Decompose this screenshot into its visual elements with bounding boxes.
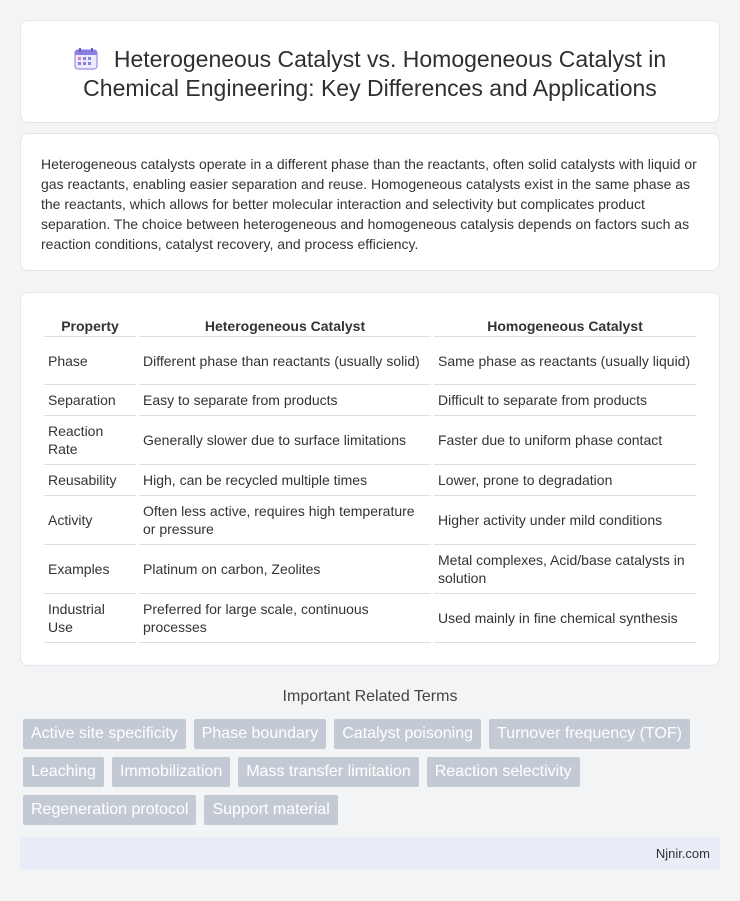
table-cell-property: Activity [44, 496, 136, 545]
column-header: Property [44, 316, 136, 337]
related-terms-heading: Important Related Terms [282, 688, 458, 705]
page-title [41, 45, 699, 103]
table-cell-heterogeneous: Preferred for large scale, continuous processes [139, 594, 431, 643]
table-cell-homogeneous: Lower, prone to degradation [434, 465, 696, 496]
table-row [44, 385, 696, 416]
related-term-tag[interactable]: Leaching [23, 757, 104, 787]
table-header-row [44, 316, 696, 337]
related-term-tag[interactable]: Mass transfer limitation [238, 757, 419, 787]
related-term-tag[interactable]: Immobilization [112, 757, 230, 787]
column-header: Homogeneous Catalyst [434, 316, 696, 337]
table-cell-heterogeneous: Easy to separate from products [139, 385, 431, 416]
table-cell-property: Reusability [44, 465, 136, 496]
table-cell-heterogeneous: Different phase than reactants (usually solid) [139, 337, 431, 385]
related-term-tag[interactable]: Phase boundary [194, 719, 327, 749]
table-row [44, 465, 696, 496]
table-row [44, 594, 696, 643]
table-cell-homogeneous: Same phase as reactants (usually liquid) [434, 337, 696, 385]
related-term-tag[interactable]: Turnover frequency (TOF) [489, 719, 690, 749]
comparison-table-card [20, 292, 720, 666]
table-cell-property: Phase [44, 337, 136, 385]
table-cell-homogeneous: Higher activity under mild conditions [434, 496, 696, 545]
table-row [44, 416, 696, 465]
intro-paragraph: Heterogeneous catalysts operate in a different phase than the reactants, often solid catalysts with liquid or gas reactants, enabling easier separation and reuse. Homogeneous catalysts exist in the same phase as the reactants, which allows for better molecular interaction and selectivity but complicates product separation. The choice between heterogeneous and homogeneous catalysis depends on factors such as reaction conditions, catalyst recovery, and process efficiency. [41, 156, 697, 252]
related-terms-list [23, 719, 713, 825]
table-cell-property: Examples [44, 545, 136, 594]
table-cell-property: Reaction Rate [44, 416, 136, 465]
table-row [44, 545, 696, 594]
table-cell-property: Industrial Use [44, 594, 136, 643]
page-title-text: Heterogeneous Catalyst vs. Homogeneous Catalyst in Chemical Engineering: Key Differences and Applications [83, 46, 667, 101]
comparison-table [41, 316, 699, 643]
footer [20, 837, 720, 870]
column-header: Heterogeneous Catalyst [139, 316, 431, 337]
table-cell-heterogeneous: Platinum on carbon, Zeolites [139, 545, 431, 594]
related-term-tag[interactable]: Reaction selectivity [427, 757, 580, 787]
table-cell-homogeneous: Faster due to uniform phase contact [434, 416, 696, 465]
calendar-icon [74, 48, 98, 70]
related-term-tag[interactable]: Support material [204, 795, 337, 825]
related-term-tag[interactable]: Catalyst poisoning [334, 719, 481, 749]
table-cell-homogeneous: Difficult to separate from products [434, 385, 696, 416]
table-cell-homogeneous: Used mainly in fine chemical synthesis [434, 594, 696, 643]
table-cell-heterogeneous: Generally slower due to surface limitations [139, 416, 431, 465]
table-cell-property: Separation [44, 385, 136, 416]
table-cell-heterogeneous: Often less active, requires high temperature or pressure [139, 496, 431, 545]
related-term-tag[interactable]: Active site specificity [23, 719, 186, 749]
intro-card [20, 133, 720, 271]
footer-site-link[interactable]: Njnir.com [655, 846, 710, 861]
related-term-tag[interactable]: Regeneration protocol [23, 795, 196, 825]
table-row [44, 337, 696, 385]
table-cell-heterogeneous: High, can be recycled multiple times [139, 465, 431, 496]
title-card [20, 20, 720, 123]
table-cell-homogeneous: Metal complexes, Acid/base catalysts in solution [434, 545, 696, 594]
table-row [44, 496, 696, 545]
